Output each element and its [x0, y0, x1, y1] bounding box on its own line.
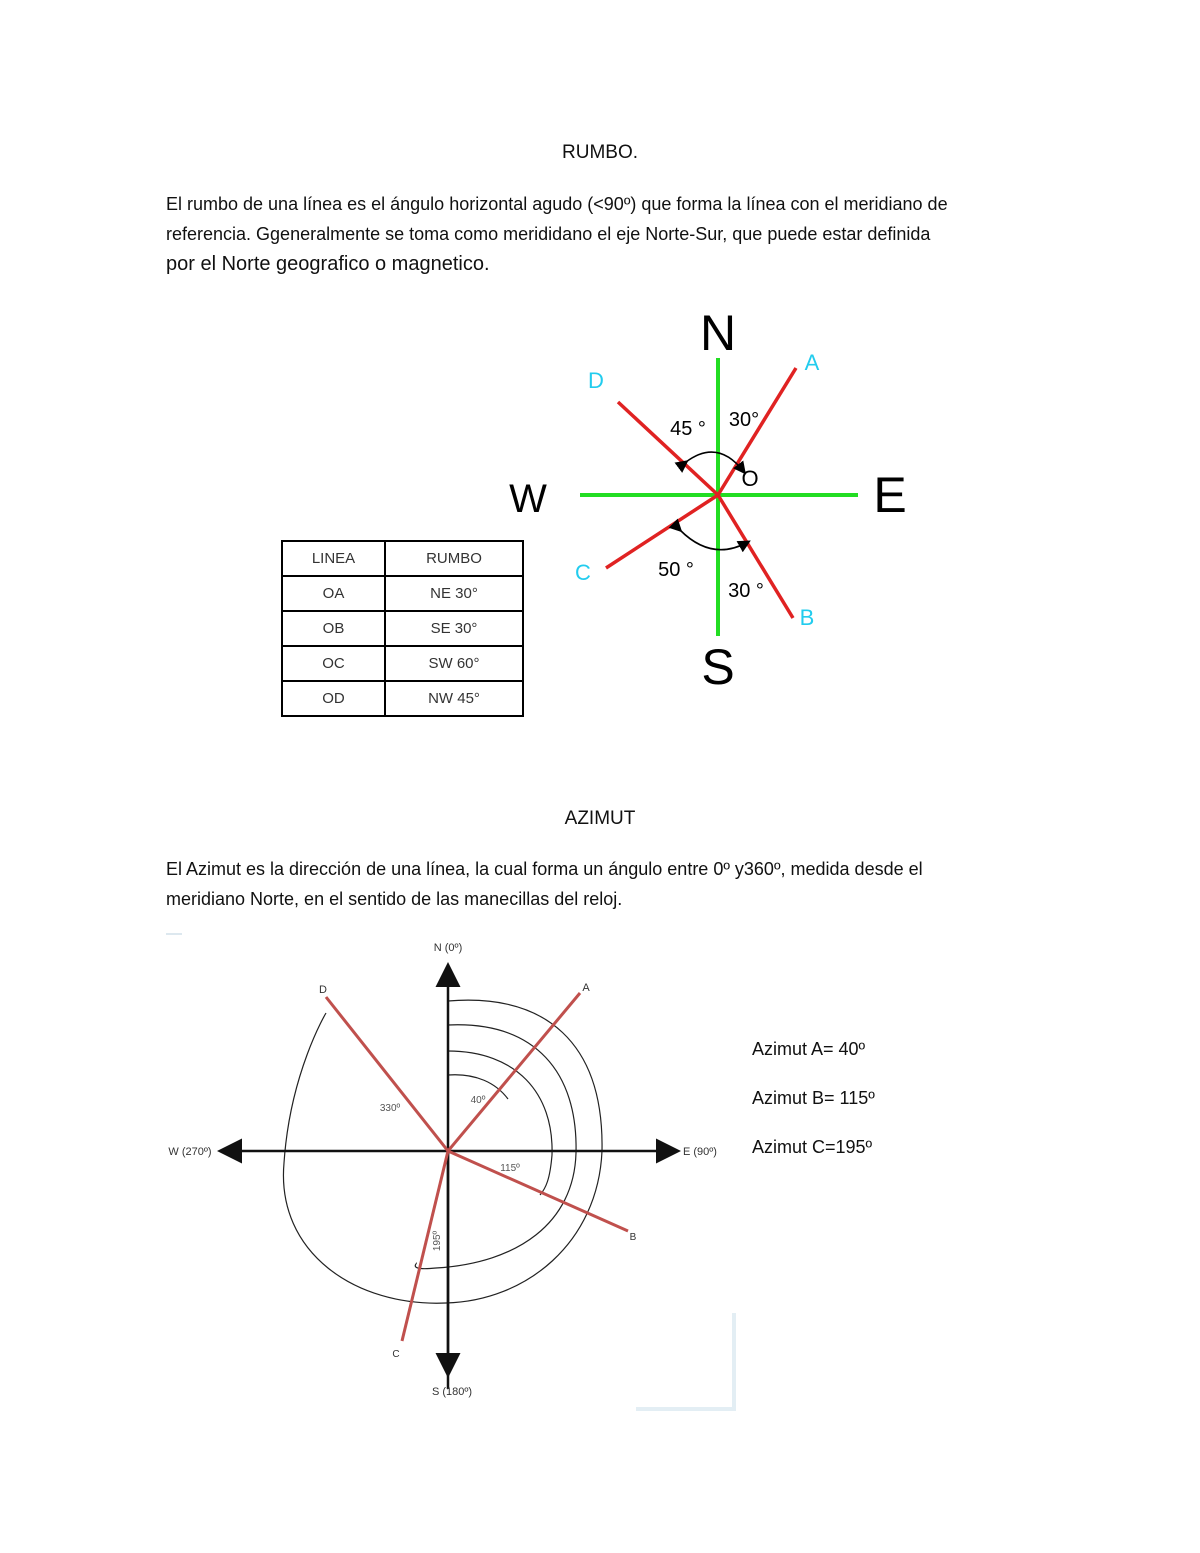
line-oc [606, 495, 718, 568]
compass-west-label: W [509, 477, 547, 521]
azimut-south-label: S (180º) [431, 1386, 473, 1398]
point-d-label: D [588, 368, 604, 393]
table-header-linea: LINEA [282, 541, 385, 576]
azimut-angle-b-label: 115º [500, 1163, 520, 1174]
compass-origin-label: O [741, 466, 759, 491]
azimut-value-b: Azimut B= 115º [752, 1088, 875, 1108]
rumbo-table [281, 540, 524, 717]
azimut-paragraph-line-1: El Azimut es la dirección de una línea, la cual forma un ángulo entre 0º y360º, medida desde el [166, 859, 923, 879]
azimut-angle-a-label: 40º [470, 1095, 486, 1106]
table-row [282, 611, 523, 646]
arc-angle-bottom [680, 530, 748, 550]
image-corner-shading [636, 1313, 734, 1409]
rumbo-paragraph-line-3: por el Norte geografico o magnetico. [166, 253, 490, 275]
point-c-label: C [575, 560, 591, 585]
azimut-line-d [326, 997, 448, 1151]
azimut-point-d-label: D [319, 984, 327, 996]
azimut-line-a [448, 993, 580, 1151]
table-row [282, 576, 523, 611]
azimut-paragraph-line-2: meridiano Norte, en el sentido de las manecillas del reloj. [166, 889, 623, 909]
table-cell-linea: OB [282, 611, 385, 646]
azimut-angle-c-label: 195º [432, 1230, 443, 1252]
table-cell-linea: OD [282, 681, 385, 716]
table-cell-linea: OC [282, 646, 385, 681]
table-cell-linea: OA [282, 576, 385, 611]
table-cell-rumbo: NW 45° [385, 681, 523, 716]
rumbo-paragraph-line-1: El rumbo de una línea es el ángulo horizontal agudo (<90º) que forma la línea con el meridiano de [166, 194, 948, 214]
rumbo-paragraph [166, 189, 1046, 279]
azimut-title: AZIMUT [564, 808, 636, 829]
table-cell-rumbo: NE 30° [385, 576, 523, 611]
compass-south-label: S [701, 639, 735, 695]
angle-d-label: 45 ° [670, 418, 706, 440]
azimut-east-label: E (90º) [683, 1146, 717, 1158]
angle-b-label: 30 ° [728, 580, 764, 602]
azimut-west-label: W (270º) [168, 1146, 212, 1158]
line-od [618, 402, 718, 495]
table-header-row [282, 541, 523, 576]
compass-east-label: E [873, 467, 907, 523]
table-header-rumbo: RUMBO [385, 541, 523, 576]
azimut-value-a: Azimut A= 40º [752, 1039, 866, 1059]
azimut-north-label: N (0º) [433, 942, 463, 954]
azimut-angle-d-label: 330º [379, 1103, 401, 1114]
azimut-diagram [166, 933, 736, 1411]
table-row [282, 646, 523, 681]
azimut-value-c: Azimut C=195º [752, 1137, 873, 1157]
point-a-label: A [804, 350, 820, 375]
azimut-point-a-label: A [582, 982, 590, 994]
azimut-paragraph [166, 854, 1046, 914]
compass-north-label: N [699, 305, 737, 361]
table-cell-rumbo: SE 30° [385, 611, 523, 646]
azimut-point-b-label: B [629, 1232, 637, 1243]
rumbo-title: RUMBO. [562, 142, 638, 163]
point-b-label: B [799, 605, 815, 630]
angle-c-label: 50 ° [658, 559, 694, 581]
table-row [282, 681, 523, 716]
rumbo-paragraph-line-2: referencia. Ggeneralmente se toma como merididano el eje Norte-Sur, que puede estar definida [166, 224, 931, 244]
rumbo-compass-diagram [500, 300, 920, 700]
table-cell-rumbo: SW 60° [385, 646, 523, 681]
angle-a-label: 30° [728, 409, 760, 431]
azimut-point-c-label: C [392, 1349, 400, 1360]
